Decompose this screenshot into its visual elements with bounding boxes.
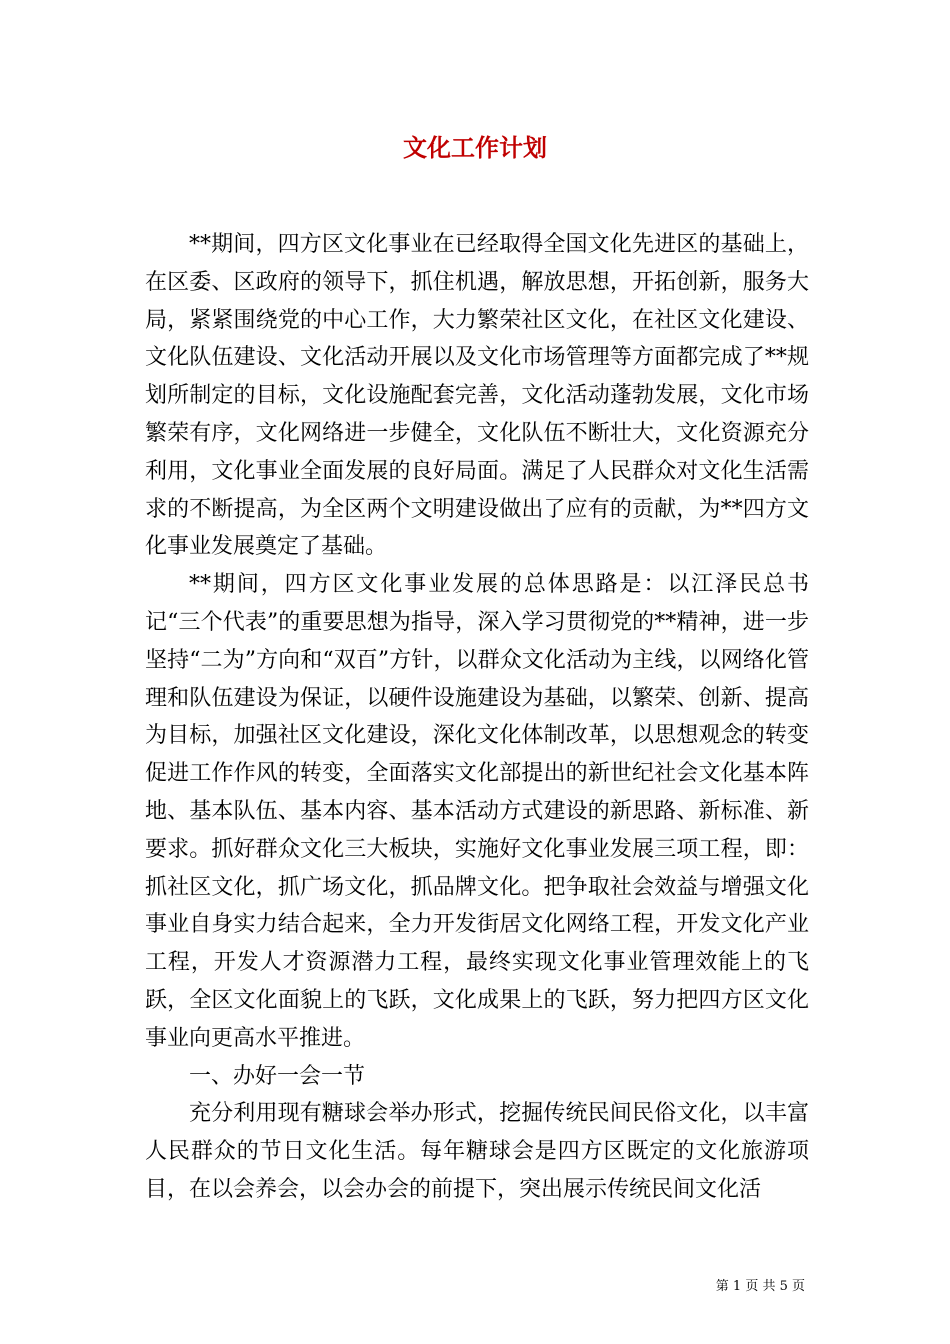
paragraph-3: 充分利用现有糖球会举办形式，挖掘传统民间民俗文化，以丰富人民群众的节日文化生活。每年糖球会是四方区既定的文化旅游项目，在以会养会，以会办会的前提下，突出展示传统民间文化活	[145, 1101, 809, 1202]
paragraph-2: **期间，四方区文化事业发展的总体思路是：以江泽民总书记“三个代表”的重要思想为指导，深入学习贯彻党的**精神，进一步坚持“二为”方向和“双百”方针，以群众文化活动为主线，以网络化管理和队伍建设为保证，以硬件设施建设为基础，以繁荣、创新、提高为目标，加强社区文化建设，深化文化体制改革，以思想观念的转变促进工作作风的转变，全面落实文化部提出的新世纪社会文化基本阵地、基本队伍、基本内容、基本活动方式建设的新思路、新标准、新要求。抓好群众文化三大板块，实施好文化事业发展三项工程，即：抓社区文化，抓广场文化，抓品牌文化。把争取社会效益与增强文化事业自身实力结合起来，全力开发街居文化网络工程，开发文化产业工程，开发人才资源潜力工程，最终实现文化事业管理效能上的飞跃，全区文化面貌上的飞跃，文化成果上的飞跃，努力把四方区文化事业向更高水平推进。	[145, 572, 809, 1051]
paragraph-1: **期间，四方区文化事业在已经取得全国文化先进区的基础上，在区委、区政府的领导下，抓住机遇，解放思想，开拓创新，服务大局，紧紧围绕党的中心工作，大力繁荣社区文化，在社区文化建设、文化队伍建设、文化活动开展以及文化市场管理等方面都完成了**规划所制定的目标，文化设施配套完善，文化活动蓬勃发展，文化市场繁荣有序，文化网络进一步健全，文化队伍不断壮大，文化资源充分利用，文化事业全面发展的良好局面。满足了人民群众对文化生活需求的不断提高，为全区两个文明建设做出了应有的贡献，为**四方文化事业发展奠定了基础。	[145, 232, 809, 560]
section-heading-1: 一、办好一会一节	[189, 1063, 366, 1089]
document-title: 文化工作计划	[403, 133, 547, 162]
document-body	[145, 226, 809, 1209]
page-number-footer: 第 1 页 共 5 页	[715, 1279, 805, 1294]
